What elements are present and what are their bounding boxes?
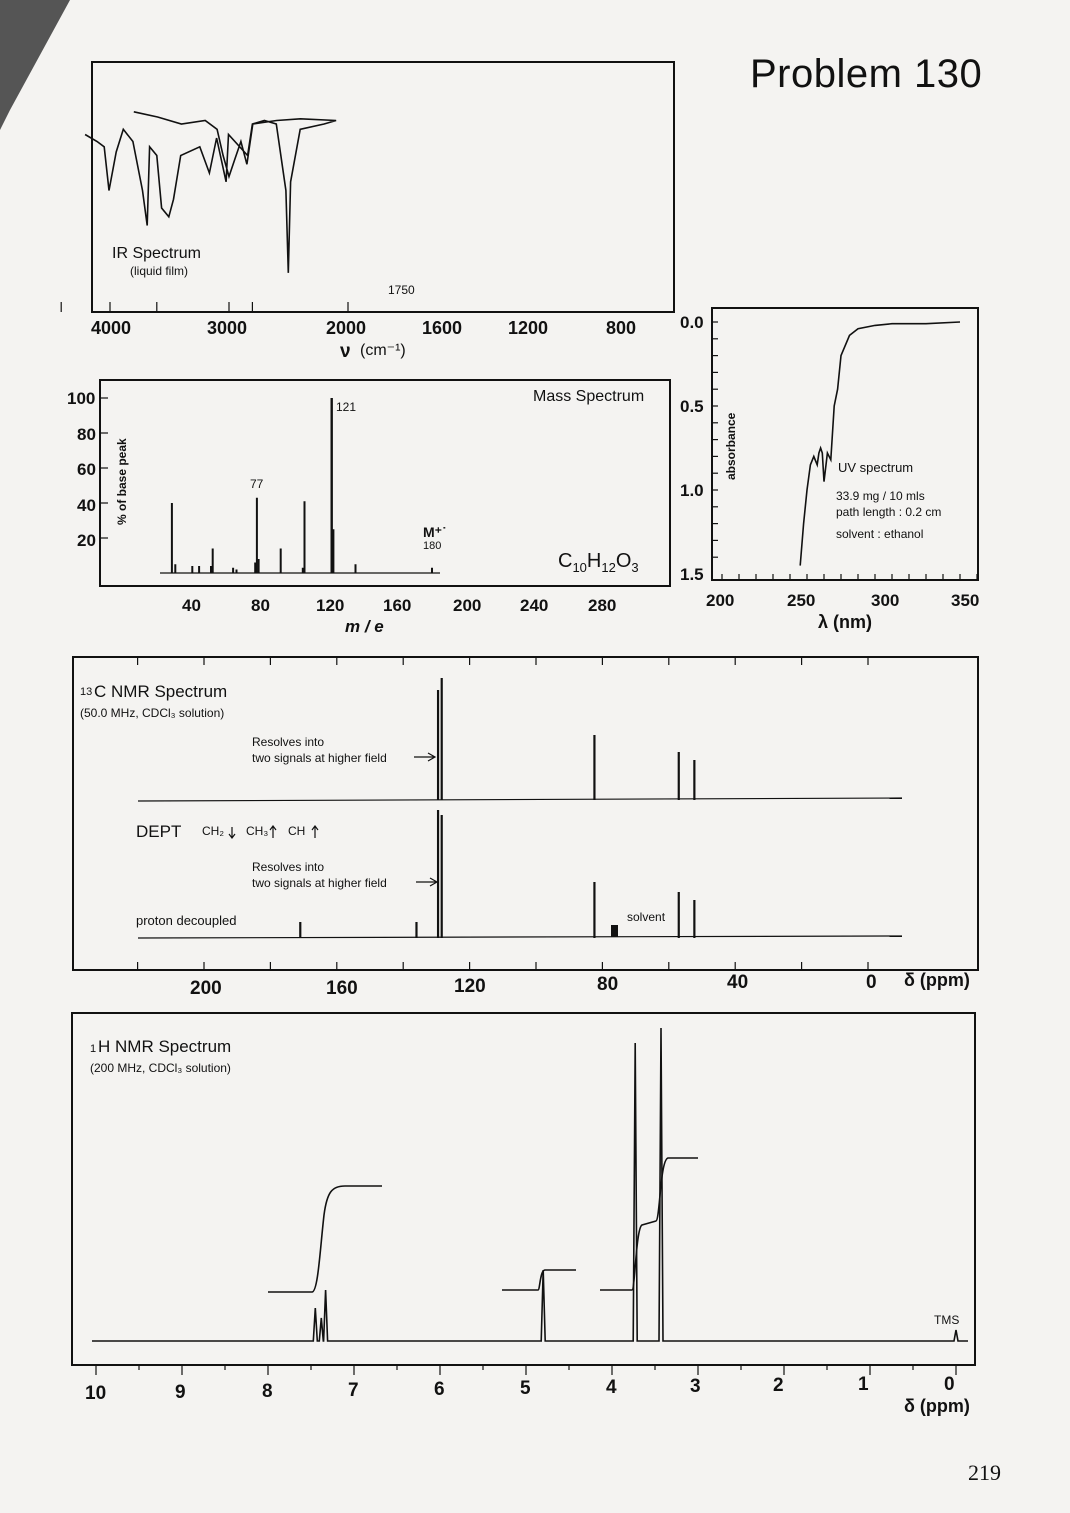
ms-ytick-40: 40 — [77, 496, 96, 515]
uv-note-solvent: solvent : ethanol — [836, 527, 924, 541]
ir-tick-1200: 1200 — [508, 318, 549, 338]
ms-ytick-60: 60 — [77, 460, 96, 479]
c13-title: C NMR Spectrum — [94, 682, 228, 701]
c13-xtick-120: 120 — [454, 976, 486, 997]
ir-tick-4000: 4000 — [91, 318, 132, 338]
ir-peak-label-1750: 1750 — [388, 283, 415, 297]
ms-peak-label-121: 121 — [336, 400, 357, 414]
ms-xtick-280: 280 — [588, 596, 617, 615]
ir-tick-800: 800 — [606, 318, 637, 338]
ms-peaks — [172, 398, 432, 573]
c13-nmr-panel — [73, 657, 978, 999]
uv-xtick-300: 300 — [871, 591, 900, 610]
c13-title-sup: 13 — [80, 686, 93, 698]
h1-xtick-5: 5 — [520, 1378, 531, 1399]
ms-formula: $C_{10}H_{12}O_3$ — [558, 550, 639, 575]
uv-xlabel: λ (nm) — [818, 612, 872, 632]
uv-ytick-0.0: 0.0 — [680, 313, 704, 332]
c13-resolve-note-line2: two signals at higher field — [252, 751, 387, 765]
h1-xtick-3: 3 — [690, 1376, 701, 1397]
ir-spectrum-panel — [61, 62, 674, 362]
h1-xtick-8: 8 — [262, 1381, 273, 1402]
ir-subtitle: (liquid film) — [130, 264, 189, 278]
h1-xtick-4: 4 — [606, 1377, 617, 1398]
uv-xtick-200: 200 — [706, 591, 735, 610]
scan-edge-shadow — [0, 0, 70, 130]
ms-ylabel: % of base peak — [115, 438, 129, 525]
h1-xtick-1: 1 — [858, 1374, 869, 1395]
h1-integral-ch — [502, 1270, 576, 1290]
h1-xtick-7: 7 — [348, 1380, 359, 1401]
uv-xtick-350: 350 — [951, 591, 980, 610]
ms-ytick-100: 100 — [67, 389, 96, 408]
c13-dept-ch: CH — [288, 824, 306, 838]
c13-ch3-up-arrow-icon — [270, 826, 276, 838]
ms-ytick-80: 80 — [77, 425, 96, 444]
c13-subtitle: (50.0 MHz, CDCl₃ solution) — [80, 706, 225, 720]
ir-tick-3000: 3000 — [207, 318, 248, 338]
ir-xlabel-nu: ν — [340, 341, 351, 362]
h1-xtick-6: 6 — [434, 1379, 445, 1400]
c13-dept-ch2: CH₂ — [202, 824, 224, 838]
uv-spectrum-panel — [680, 308, 979, 632]
h1-subtitle: (200 MHz, CDCl₃ solution) — [90, 1061, 231, 1075]
c13-resolve-arrow2-icon — [416, 878, 437, 886]
c13-ch-up-arrow-icon — [312, 826, 318, 838]
ms-molecular-ion-value: 180 — [423, 540, 442, 552]
ir-xlabel-unit: (cm⁻¹) — [360, 342, 406, 359]
c13-xtick-80: 80 — [597, 974, 619, 995]
h1-xtick-10: 10 — [85, 1383, 107, 1404]
c13-xtick-40: 40 — [727, 972, 749, 993]
ms-xtick-120: 120 — [316, 596, 345, 615]
ms-xtick-160: 160 — [383, 596, 412, 615]
c13-dept-ch3: CH₃ — [246, 824, 269, 838]
h1-nmr-panel — [72, 1013, 975, 1416]
ms-peak-label-77: 77 — [250, 477, 264, 491]
ms-xlabel: m / e — [345, 617, 384, 636]
c13-decoupled-baseline — [138, 936, 902, 938]
c13-decoupled-label: proton decoupled — [136, 913, 237, 928]
h1-tms-label: TMS — [934, 1313, 960, 1327]
c13-dept-baseline — [138, 798, 902, 801]
c13-xlabel: δ (ppm) — [904, 970, 970, 990]
h1-xtick-9: 9 — [175, 1382, 186, 1403]
uv-ylabel: absorbance — [724, 412, 738, 480]
h1-axis-ticks — [96, 1365, 956, 1375]
ir-tick-2000: 2000 — [326, 318, 367, 338]
uv-xtick-250: 250 — [787, 591, 816, 610]
ms-xtick-240: 240 — [520, 596, 549, 615]
c13-xtick-160: 160 — [326, 978, 358, 999]
ms-xtick-40: 40 — [182, 596, 201, 615]
ms-title: Mass Spectrum — [533, 388, 645, 405]
page-number: 219 — [968, 1460, 1001, 1485]
uv-title: UV spectrum — [838, 460, 914, 475]
c13-dept-peaks — [438, 678, 694, 800]
uv-ytick-1.5: 1.5 — [680, 565, 704, 584]
ms-ytick-20: 20 — [77, 531, 96, 550]
c13-resolve-note2-line2: two signals at higher field — [252, 876, 387, 890]
ms-y-ticks — [100, 398, 108, 538]
h1-xlabel: δ (ppm) — [904, 1396, 970, 1416]
ms-molecular-ion-label: M⁺˙ — [423, 524, 447, 540]
uv-note-conc: 33.9 mg / 10 mls — [836, 489, 925, 503]
c13-resolve-note-line1: Resolves into — [252, 735, 325, 749]
uv-axis-ticks — [712, 322, 977, 580]
h1-xtick-2: 2 — [773, 1375, 784, 1396]
mass-spectrum-panel — [67, 380, 670, 636]
c13-resolve-note2-line1: Resolves into — [252, 860, 325, 874]
c13-axis-ticks — [138, 657, 868, 970]
c13-solvent-peak — [611, 925, 618, 937]
ir-axis-ticks — [61, 302, 348, 312]
ir-tick-1600: 1600 — [422, 318, 463, 338]
h1-xtick-0: 0 — [944, 1374, 955, 1395]
c13-dept-label: DEPT — [136, 822, 182, 841]
c13-xtick-0: 0 — [866, 972, 877, 993]
ms-frame — [100, 380, 670, 586]
c13-solvent-label: solvent — [627, 910, 666, 924]
uv-ytick-1.0: 1.0 — [680, 481, 704, 500]
h1-integral-aromatic — [268, 1186, 382, 1292]
uv-ytick-0.5: 0.5 — [680, 397, 704, 416]
ms-xtick-200: 200 — [453, 596, 482, 615]
uv-note-path: path length : 0.2 cm — [836, 505, 942, 519]
c13-xtick-200: 200 — [190, 978, 222, 999]
h1-integral-och3 — [600, 1158, 698, 1290]
c13-resolve-arrow-icon — [414, 753, 435, 761]
h1-title-sup: 1 — [90, 1043, 97, 1055]
ir-title: IR Spectrum — [112, 245, 201, 262]
c13-ch2-down-arrow-icon — [229, 827, 235, 838]
ms-xtick-80: 80 — [251, 596, 270, 615]
h1-title: H NMR Spectrum — [98, 1037, 232, 1056]
page-title: Problem 130 — [750, 52, 983, 96]
